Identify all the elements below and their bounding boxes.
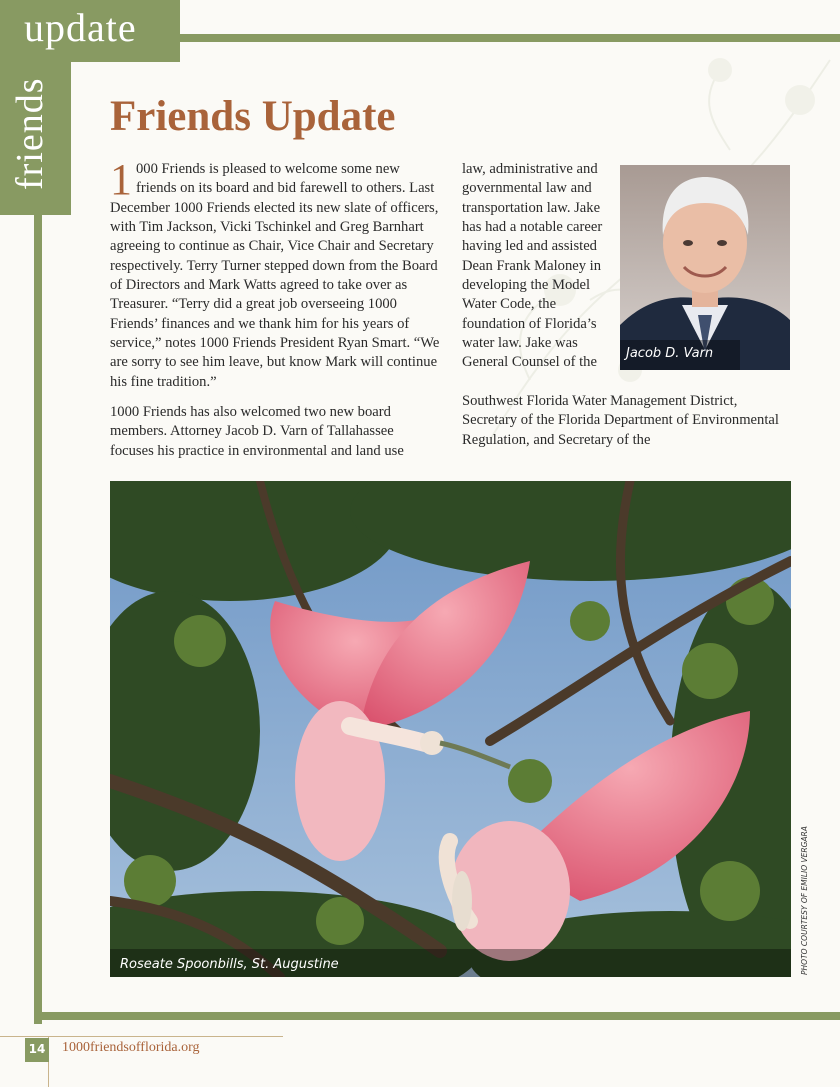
article-column-2-continued bbox=[462, 392, 792, 450]
portrait-photo bbox=[620, 165, 790, 370]
section-tab-friends-label: friends bbox=[9, 77, 51, 190]
page-title: Friends Update bbox=[110, 93, 396, 140]
article-paragraph-2: 1000 Friends has also welcomed two new board members. Attorney Jacob D. Varn of Tallahassee focuses his practice in environmental and land use bbox=[110, 404, 404, 459]
column-2-text: law, administrative and governmental law and transportation law. Jake has had a notable career having led and assisted Dean Frank Maloney in developing the Model Water Code, the foundation of Florida’s water law. Jake was General Counsel of the bbox=[462, 161, 603, 371]
photo-caption: Roseate Spoonbills, St. Augustine bbox=[120, 957, 339, 972]
column-2-continued-text: Southwest Florida Water Management District, Secretary of the Florida Department of Environmental Regulation, and Secretary of the bbox=[462, 393, 779, 448]
footer-rule bbox=[0, 1036, 283, 1037]
section-tab-update-label: update bbox=[24, 5, 137, 50]
spoonbill-photo bbox=[110, 481, 791, 977]
website-link[interactable]: 1000friendsofflorida.org bbox=[62, 1040, 200, 1055]
article-paragraph-1 bbox=[110, 155, 440, 392]
article-column-1 bbox=[110, 155, 440, 461]
frame-top-bar bbox=[178, 34, 840, 42]
frame-bottom-bar bbox=[34, 1012, 840, 1020]
drop-cap: 1 bbox=[110, 155, 132, 204]
article-column-2 bbox=[462, 160, 612, 373]
portrait-caption: Jacob D. Varn bbox=[626, 346, 714, 361]
photo-credit: PHOTO COURTESY OF EMILIO VERGARA bbox=[800, 826, 809, 975]
frame-left-bar bbox=[34, 210, 42, 1024]
paragraph-1-text: 000 Friends is pleased to welcome some new friends on its board and bid farewell to others. Last December 1000 Friends elected its new slate of officers, with Tim Jackson, Vicki Tschinkel and Greg Barnhart agreeing to continue as Chair, Vice Chair and Secretary respectively. Terry Turner stepped down from the Board of Directors and Mark Watts agreed to take over as Treasurer. “Terry did a great job overseeing 1000 Friends’ finances and we thank him for his years of service,” notes 1000 Friends President Ryan Smart. “We are sorry to see him leave, but know Mark will continue his fine tradition.” bbox=[110, 161, 440, 390]
page-number: 14 bbox=[28, 1042, 46, 1056]
